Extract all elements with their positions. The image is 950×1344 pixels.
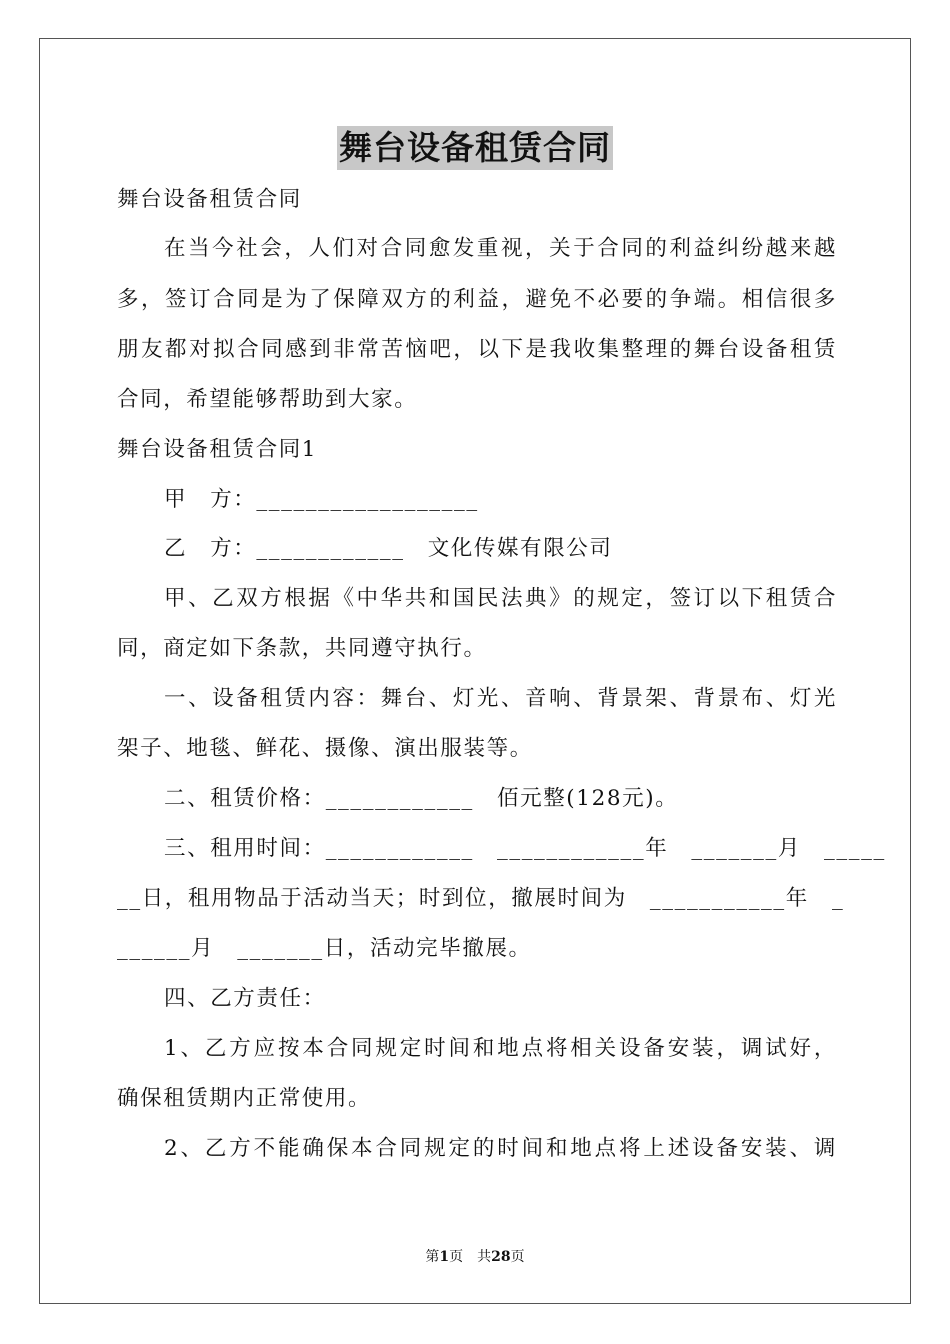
clause-4-1-line-1: 1、乙方应按本合同规定时间和地点将相关设备安装，调试好， bbox=[164, 1036, 837, 1061]
clause-3-line-3: ______月 _______日，活动完毕撤展。 bbox=[117, 936, 532, 961]
clause-3-line-2: __日，租用物品于活动当天；时到位，撤展时间为 ___________年 _ bbox=[117, 886, 845, 911]
document-title: 舞台设备租赁合同 bbox=[337, 126, 613, 170]
clause-intro-line-1: 甲、乙双方根据《中华共和国民法典》的规定，签订以下租赁合 bbox=[164, 586, 837, 611]
clause-intro-line-2: 同，商定如下条款，共同遵守执行。 bbox=[117, 636, 487, 661]
clause-1-line-2: 架子、地毯、鲜花、摄像、演出服装等。 bbox=[117, 736, 533, 761]
page-footer bbox=[0, 1247, 950, 1267]
intro-line-3: 朋友都对拟合同感到非常苦恼吧，以下是我收集整理的舞台设备租赁 bbox=[117, 337, 837, 362]
footer-mid: 页 共 bbox=[449, 1249, 492, 1265]
title-container bbox=[0, 126, 950, 170]
clause-4-heading: 四、乙方责任： bbox=[164, 986, 326, 1011]
page-border bbox=[39, 38, 911, 1304]
clause-2-line: 二、租赁价格：____________ 佰元整(128元)。 bbox=[164, 786, 679, 811]
footer-page-number: 1 bbox=[439, 1249, 450, 1265]
footer-suffix: 页 bbox=[510, 1249, 525, 1265]
clause-4-2-line-1: 2、乙方不能确保本合同规定的时间和地点将上述设备安装、调 bbox=[164, 1136, 837, 1161]
intro-line-1: 在当今社会，人们对合同愈发重视，关于合同的利益纠纷越来越 bbox=[164, 236, 837, 261]
intro-line-4: 合同，希望能够帮助到大家。 bbox=[117, 387, 418, 412]
party-b-line: 乙 方：____________ 文化传媒有限公司 bbox=[164, 536, 613, 561]
footer-prefix: 第 bbox=[425, 1249, 440, 1265]
party-a-line: 甲 方：__________________ bbox=[164, 487, 479, 512]
subtitle-line: 舞台设备租赁合同 bbox=[117, 187, 302, 212]
clause-3-line-1: 三、租用时间：____________ ____________年 _______月 _____ bbox=[164, 836, 886, 861]
intro-line-2: 多，签订合同是为了保障双方的利益，避免不必要的争端。相信很多 bbox=[117, 287, 837, 312]
footer-total-pages: 28 bbox=[491, 1249, 511, 1265]
clause-4-1-line-2: 确保租赁期内正常使用。 bbox=[117, 1086, 372, 1111]
section-heading: 舞台设备租赁合同1 bbox=[117, 437, 318, 462]
clause-1-line-1: 一、设备租赁内容：舞台、灯光、音响、背景架、背景布、灯光 bbox=[164, 686, 837, 711]
